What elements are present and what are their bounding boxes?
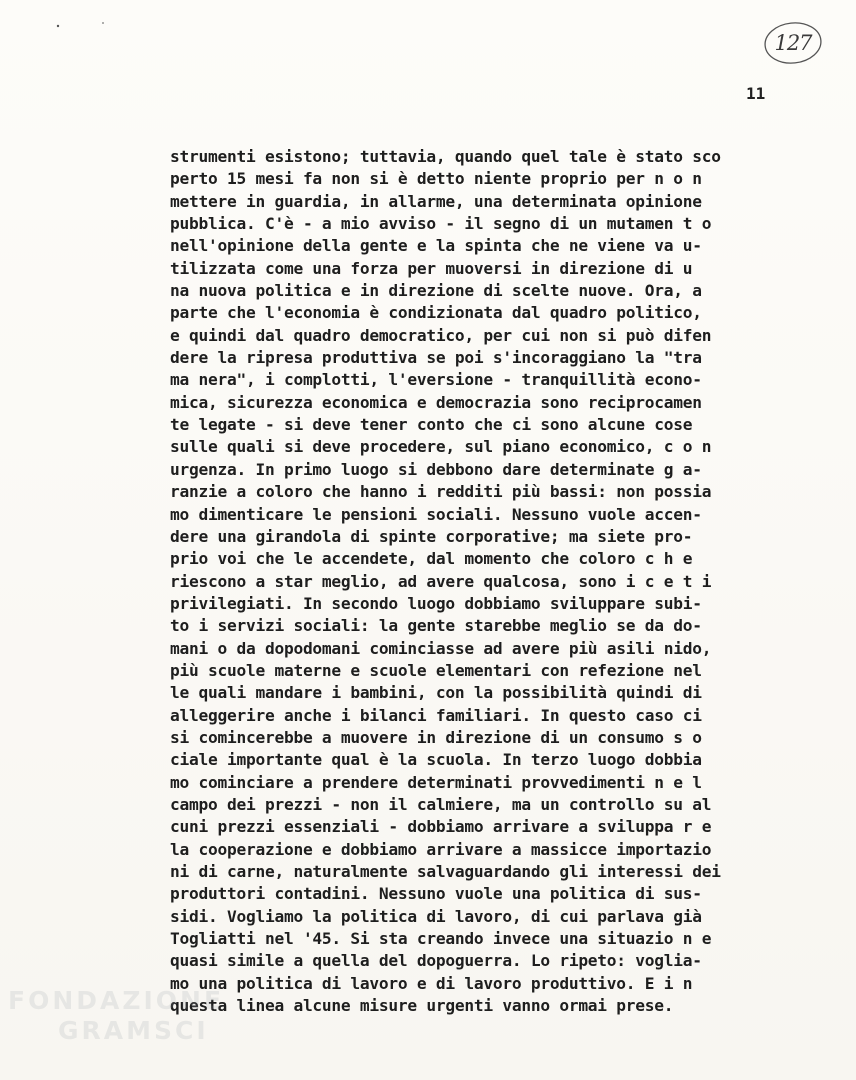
text-line: mettere in guardia, in allarme, una determinata opinione bbox=[170, 191, 702, 211]
text-line: perto 15 mesi fa non si è detto niente proprio per n o n bbox=[170, 169, 702, 189]
text-line: e quindi dal quadro democratico, per cui non si può difen bbox=[170, 325, 712, 345]
text-line: prio voi che le accendete, dal momento che coloro c h e bbox=[170, 549, 693, 569]
text-line: più scuole materne e scuole elementari con refezione nel bbox=[170, 660, 702, 680]
text-line: sulle quali si deve procedere, sul piano economico, c o n bbox=[170, 437, 712, 457]
text-line: la cooperazione e dobbiamo arrivare a massicce importazio bbox=[170, 839, 712, 859]
text-line: ranzie a coloro che hanno i redditi più bassi: non possia bbox=[170, 482, 712, 502]
text-line: le quali mandare i bambini, con la possibilità quindi di bbox=[170, 683, 702, 703]
text-line: campo dei prezzi - non il calmiere, ma un controllo su al bbox=[170, 794, 712, 814]
text-line: ma nera", i complotti, l'eversione - tranquillità econo- bbox=[170, 370, 702, 390]
text-line: Togliatti nel '45. Si sta creando invece una situazio n e bbox=[170, 929, 712, 949]
text-line: mani o da dopodomani cominciasse ad avere più asili nido, bbox=[170, 638, 712, 658]
watermark bbox=[8, 986, 248, 1076]
text-line: mo dimenticare le pensioni sociali. Nessuno vuole accen- bbox=[170, 504, 702, 524]
typewritten-body bbox=[170, 146, 790, 1017]
text-line: nell'opinione della gente e la spinta che ne viene va u- bbox=[170, 236, 702, 256]
text-line: strumenti esistono; tuttavia, quando quel tale è stato sco bbox=[170, 147, 721, 166]
text-line: cuni prezzi essenziali - dobbiamo arrivare a sviluppa r e bbox=[170, 817, 712, 837]
text-line: questa linea alcune misure urgenti vanno ormai prese. bbox=[170, 996, 674, 1016]
text-line: ni di carne, naturalmente salvaguardando gli interessi dei bbox=[170, 862, 721, 881]
text-line: riescono a star meglio, ad avere qualcosa, sono i c e t i bbox=[170, 571, 712, 591]
text-line: dere la ripresa produttiva se poi s'incoraggiano la "tra bbox=[170, 348, 702, 368]
text-line: te legate - si deve tener conto che ci sono alcune cose bbox=[170, 415, 693, 435]
text-line: sidi. Vogliamo la politica di lavoro, di cui parlava già bbox=[170, 906, 702, 926]
text-line: si comincerebbe a muovere in direzione di un consumo s o bbox=[170, 727, 702, 747]
text-line: privilegiati. In secondo luogo dobbiamo sviluppare subi- bbox=[170, 593, 702, 613]
watermark-line-1: FONDAZIONE bbox=[8, 986, 225, 1015]
text-line: na nuova politica e in direzione di scelte nuove. Ora, a bbox=[170, 281, 702, 301]
text-line: urgenza. In primo luogo si debbono dare determinate g a- bbox=[170, 459, 702, 479]
archive-number: 127 bbox=[774, 31, 812, 55]
archive-number-stamp bbox=[762, 18, 824, 68]
text-line: mica, sicurezza economica e democrazia sono reciprocamen bbox=[170, 392, 702, 412]
text-line: pubblica. C'è - a mio avviso - il segno di un mutamen t o bbox=[170, 214, 712, 234]
text-line: to i servizi sociali: la gente starebbe meglio se da do- bbox=[170, 616, 702, 636]
text-line: mo cominciare a prendere determinati provvedimenti n e l bbox=[170, 772, 702, 792]
text-line: tilizzata come una forza per muoversi in direzione di u bbox=[170, 258, 693, 278]
text-line: quasi simile a quella del dopoguerra. Lo ripeto: voglia- bbox=[170, 951, 702, 971]
text-line: alleggerire anche i bilanci familiari. In questo caso ci bbox=[170, 705, 702, 725]
page-number: 11 bbox=[746, 84, 766, 103]
text-line: dere una girandola di spinte corporative; ma siete pro- bbox=[170, 526, 693, 546]
text-line: parte che l'economia è condizionata dal quadro politico, bbox=[170, 303, 702, 323]
text-line: ciale importante qual è la scuola. In terzo luogo dobbia bbox=[170, 750, 702, 770]
text-line: produttori contadini. Nessuno vuole una politica di sus- bbox=[170, 884, 702, 904]
text-line: mo una politica di lavoro e di lavoro produttivo. E i n bbox=[170, 973, 693, 993]
paper-specks bbox=[0, 0, 856, 60]
watermark-line-2: GRAMSCI bbox=[58, 1016, 209, 1045]
